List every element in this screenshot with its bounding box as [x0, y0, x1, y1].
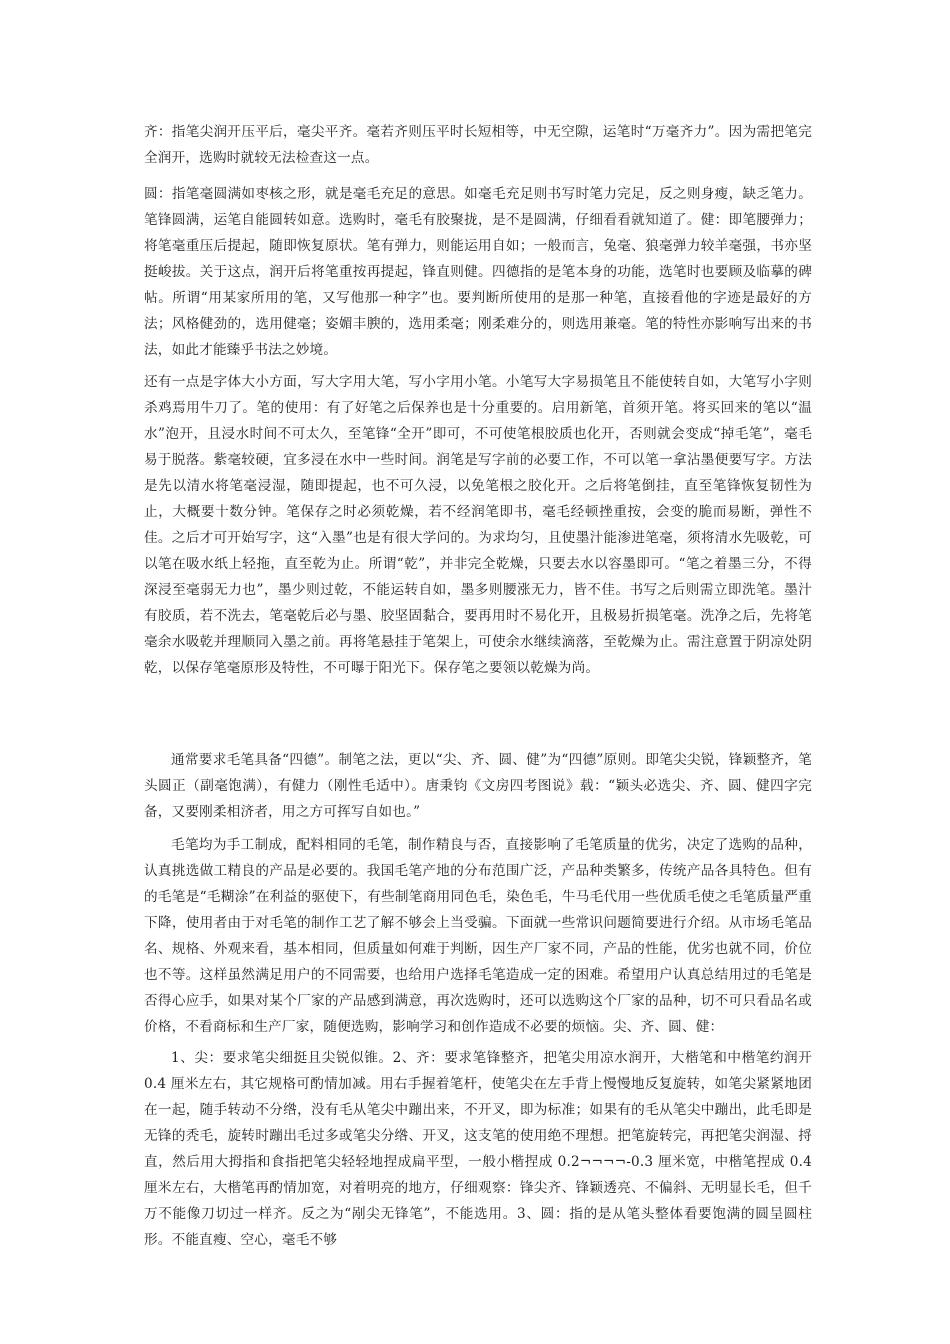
paragraph-brush-care: 还有一点是字体大小方面，写大字用大笔，写小字用小笔。小笔写大字易损笔且不能使转自如，大笔写小字则杀鸡焉用牛刀了。笔的使用：有了好笔之后保养也是十分重要的。启用新笔，首须开笔。将买回来的笔以“温水”泡开，且浸水时间不可太久，至笔锋“全开”即可，不可使笔根胶质也化开，否则就会变成“掉毛笔”，毫毛易于脱落。紫毫较硬，宜多浸在水中一些时间。润笔是写字前的必要工作，不可以笔一拿沾墨便要写字。方法是先以清水将笔毫浸湿，随即提起，也不可久浸，以免笔根之胶化开。之后将笔倒挂，直至笔锋恢复韧性为止，大概要十数分钟。笔保存之时必须乾燥，若不经润笔即书，毫毛经顿挫重按，会变的脆而易断，弹性不佳。之后才可开始写字，这“入墨”也是有很大学问的。为求均匀，且使墨汁能渗进笔毫，须将清水先吸乾，可以笔在吸水纸上轻拖，直至乾为止。所谓“乾”，并非完全乾燥，只要去水以容墨即可。“笔之着墨三分，不得深浸至毫弱无力也”，墨少则过乾，不能运转自如，墨多则腰涨无力，皆不佳。书写之后则需立即洗笔。墨汁有胶质，若不洗去，笔毫乾后必与墨、胶坚固黏合，要再用时不易化开，且极易折损笔毫。洗净之后，先将笔毫余水吸乾并理顺同入墨之前。再将笔悬挂于笔架上，可使余水继续滴落，至乾燥为止。需注意置于阴凉处阴乾，以保存笔毫原形及特性，不可曝于阳光下。保存笔之要领以乾燥为尚。 — [144, 374, 812, 676]
paragraph-qi: 齐：指笔尖润开压平后，毫尖平齐。毫若齐则压平时长短相等，中无空隙，运笔时“万毫齐力”。因为需把笔完全润开，选购时就较无法检查这一点。 — [144, 124, 812, 166]
paragraph-yuan: 圆：指笔毫圆满如枣核之形，就是毫毛充足的意思。如毫毛充足则书写时笔力完足，反之则身瘦，缺乏笔力。笔锋圆满，运笔自能圆转如意。选购时，毫毛有胶聚拢，是不是圆满，仔细看看就知道了。健：即笔腰弹力；将笔毫重压后提起，随即恢复原状。笔有弹力，则能运用自如；一般而言，兔毫、狼毫弹力较羊毫强，书亦坚挺峻拔。关于这点，润开后将笔重按再提起，锋直则健。四德指的是笔本身的功能，选笔时也要顾及临摹的碑帖。所谓“用某家所用的笔，又写他那一种字”也。要判断所使用的是那一种笔，直接看他的字迹是最好的方法；风格健劲的，选用健毫；姿媚丰腴的，选用柔毫；刚柔难分的，则选用兼毫。笔的特性亦影响写出来的书法，如此才能臻乎书法之妙境。 — [144, 186, 812, 358]
paragraph-selection-advice: 毛笔均为手工制成，配料相同的毛笔，制作精良与否，直接影响了毛笔质量的优劣，决定了选购的品种，认真挑选做工精良的产品是必要的。我国毛笔产地的分布范围广泛，产品种类繁多，传统产品各具特色。但有的毛笔是“毛糊涂”在利益的驱使下，有些制笔商用同色毛，染色毛，牛马毛代用一些优质毛使之毛笔质量严重下降，使用者由于对毛笔的制作工艺了解不够会上当受骗。下面就一些常识问题简要进行介绍。从市场毛笔品名、规格、外观来看，基本相同，但质量如何难于判断，因生产厂家不同，产品的性能，优劣也就不同，价位也不等。这样虽然满足用户的不同需要，也给用户选择毛笔造成一定的困难。希望用户认真总结用过的毛笔是否得心应手，如果对某个厂家的产品感到满意，再次选购时，还可以选购这个厂家的品种，切不可只看品名或价格，不看商标和生产厂家，随便选购，影响学习和创作造成不必要的烦恼。尖、齐、圆、健： — [144, 837, 812, 1035]
paragraph-criteria-detail: 1、尖：要求笔尖细挺且尖锐似锥。2、齐：要求笔锋整齐，把笔尖用凉水润开，大楷笔和中楷笔约润开 0.4 厘米左右，其它规格可酌情加减。用右手握着笔杆，使笔尖在左手背上慢慢地反复旋转，如笔尖紧紧地团在一起，随手转动不分绺，没有毛从笔尖中蹦出来，不开叉，即为标准；如果有的毛从笔尖中蹦出，此毛即是无锋的秃毛，旋转时蹦出毛过多或笔尖分绺、开叉，这支笔的使用绝不理想。把笔旋转完，再把笔尖润湿、捋直，然后用大拇指和食指把笔尖轻轻地捏成扁平型，一般小楷捏成 0.2¬¬¬¬-0.3 厘米宽，中楷笔捏成 0.4 厘米左右，大楷笔再酌情加宽，对着明亮的地方，仔细观察：锋尖齐、锋颖透亮、不偏斜、无明显长毛，但千万不能像刀切过一样齐。反之为“剐尖无锋笔”，不能选用。3、圆：指的是从笔头整体看要饱满的圆呈圆柱形。不能直瘦、空心，毫毛不够 — [144, 1050, 812, 1248]
paragraph-four-virtues: 通常要求毛笔具备“四德”。制笔之法，更以“尖、齐、圆、健”为“四德”原则。即笔尖尖锐，锋颖整齐，笔头圆正（副毫饱满），有健力（刚性毛适中）。唐秉钧《文房四考图说》载：“颖头必选尖、齐、圆、健四字完备，又要刚柔相济者，用之方可挥写自如也。” — [144, 752, 812, 820]
